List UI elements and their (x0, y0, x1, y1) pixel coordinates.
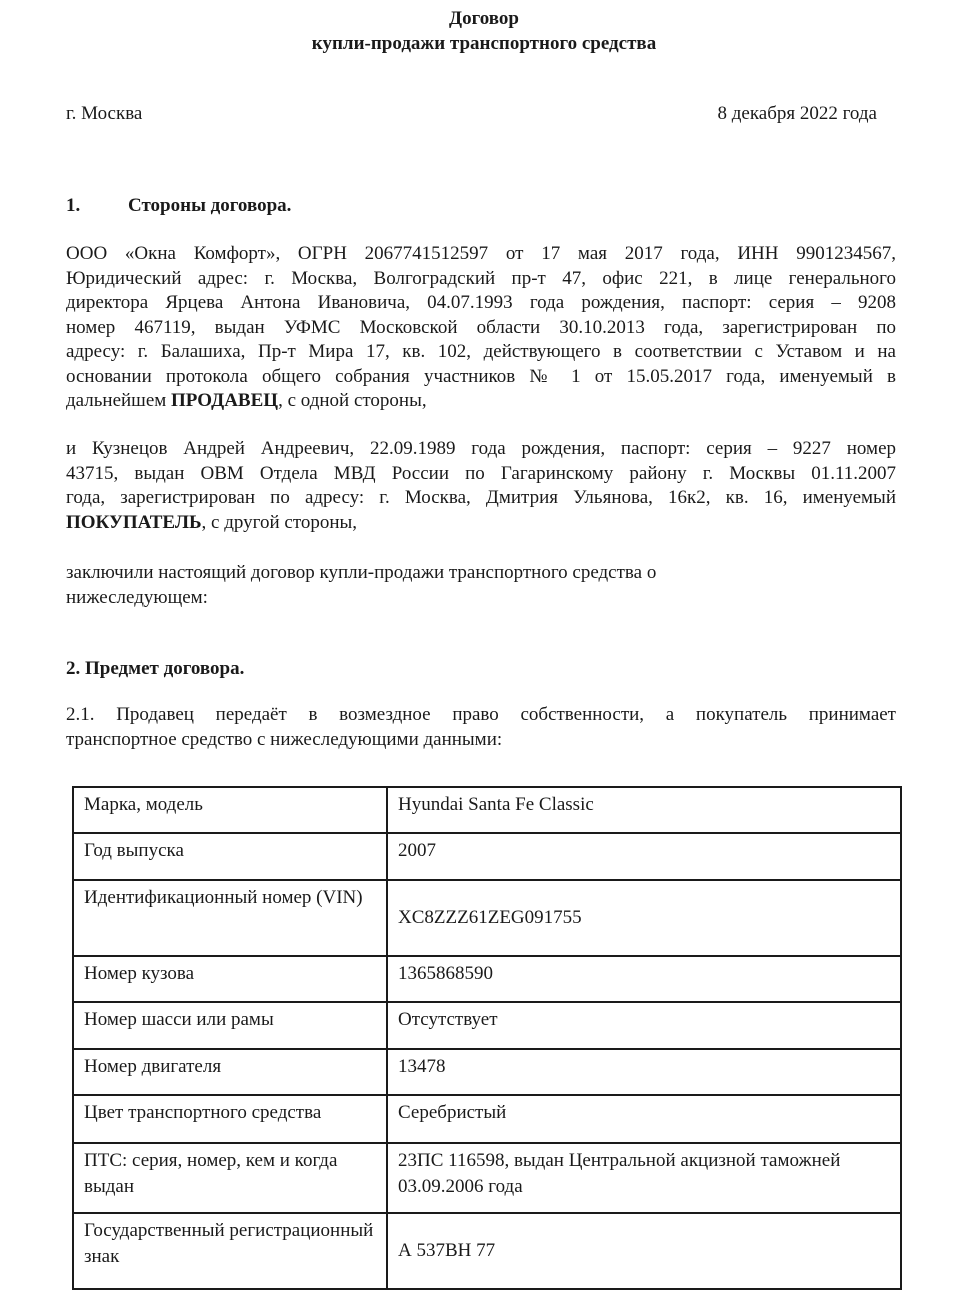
row-value: 2007 (387, 833, 901, 880)
seller-role: ПРОДАВЕЦ (171, 390, 279, 411)
seller-paragraph (66, 242, 896, 414)
contract-date: 8 декабря 2022 года (717, 103, 877, 124)
section-1-heading (66, 193, 291, 218)
table-row (73, 1095, 901, 1143)
row-value: Серебристый (387, 1095, 901, 1143)
document-subtitle: купли-продажи транспортного средства (311, 33, 657, 54)
row-label: Цвет транспортного средства (73, 1095, 387, 1143)
seller-line: номер 467119, выдан УФМС Московской области 30.10.2013 года, зарегистрирован по (66, 316, 896, 338)
row-label: Год выпуска (73, 833, 387, 880)
seller-line-last (66, 389, 896, 414)
clause-line: транспортное средство с нижеследующими данными: (66, 728, 503, 750)
seller-line: основании протокола общего собрания участников № 1 от 15.05.2017 года, именуемый в (66, 365, 896, 387)
seller-line: Юридический адрес: г. Москва, Волгоградский пр-т 47, офис 221, в лице генерального (66, 267, 896, 289)
table-row (73, 880, 901, 956)
row-value: Отсутствует (387, 1002, 901, 1049)
row-label: Идентификационный номер (VIN) (73, 880, 387, 956)
table-row (73, 833, 901, 880)
table-row (73, 1213, 901, 1289)
table-row (73, 787, 901, 833)
document-title: Договор (449, 8, 519, 29)
buyer-line: года, зарегистрирован по адресу: г. Москва, Дмитрия Ульянова, 16к2, кв. 16, именуемый (66, 487, 896, 508)
buyer-line: и Кузнецов Андрей Андреевич, 22.09.1989 года рождения, паспорт: серия – 9227 номер (66, 438, 896, 459)
row-label: Номер двигателя (73, 1049, 387, 1095)
row-value: А 537ВН 77 (387, 1213, 901, 1289)
buyer-role: ПОКУПАТЕЛЬ (66, 511, 202, 533)
clause-line: 2.1. Продавец передаёт в возмездное право собственности, а покупатель принимает (66, 704, 896, 725)
section-1-number: 1. (66, 195, 81, 216)
contract-city: г. Москва (66, 103, 143, 124)
row-label: Государственный регистрационный знак (73, 1213, 387, 1289)
table-row (73, 1002, 901, 1049)
concluded-line: нижеследующем: (66, 586, 208, 608)
row-value: 23ПС 116598, выдан Центральной акцизной таможней 03.09.2006 года (387, 1143, 901, 1213)
row-value: 13478 (387, 1049, 901, 1095)
clause-2-1 (66, 703, 896, 752)
seller-line: ООО «Окна Комфорт», ОГРН 2067741512597 от 17 мая 2017 года, ИНН 9901234567, (66, 243, 896, 264)
row-label: ПТС: серия, номер, кем и когда выдан (73, 1143, 387, 1213)
table-row (73, 956, 901, 1002)
row-value: Hyundai Santa Fe Classic (387, 787, 901, 833)
seller-suffix: , с одной стороны, (278, 390, 427, 411)
table-row (73, 1049, 901, 1095)
vehicle-specs-table (72, 786, 902, 1290)
row-value: 1365868590 (387, 956, 901, 1002)
concluded-line: заключили настоящий договор купли-продажи транспортного средства о (66, 562, 657, 583)
seller-line: адресу: г. Балашиха, Пр-т Мира 17, кв. 102, действующего в соответствии с Уставом и на (66, 341, 896, 362)
section-1-title: Стороны договора. (128, 195, 292, 216)
buyer-line-last (66, 511, 896, 536)
row-label: Номер кузова (73, 956, 387, 1002)
seller-line: директора Ярцева Антона Ивановича, 04.07.1993 года рождения, паспорт: серия – 9208 (66, 292, 896, 313)
buyer-line: 43715, выдан ОВМ Отдела МВД России по Гагаринскому району г. Москвы 01.11.2007 (66, 462, 896, 484)
row-label: Номер шасси или рамы (73, 1002, 387, 1049)
buyer-suffix: , с другой стороны, (201, 511, 358, 533)
concluded-paragraph (66, 561, 896, 610)
section-2-heading: 2. Предмет договора. (66, 658, 245, 679)
table-row (73, 1143, 901, 1213)
buyer-paragraph (66, 437, 896, 535)
row-label: Марка, модель (73, 787, 387, 833)
row-value: XC8ZZZ61ZEG091755 (387, 880, 901, 956)
seller-prefix: дальнейшем (66, 390, 172, 411)
